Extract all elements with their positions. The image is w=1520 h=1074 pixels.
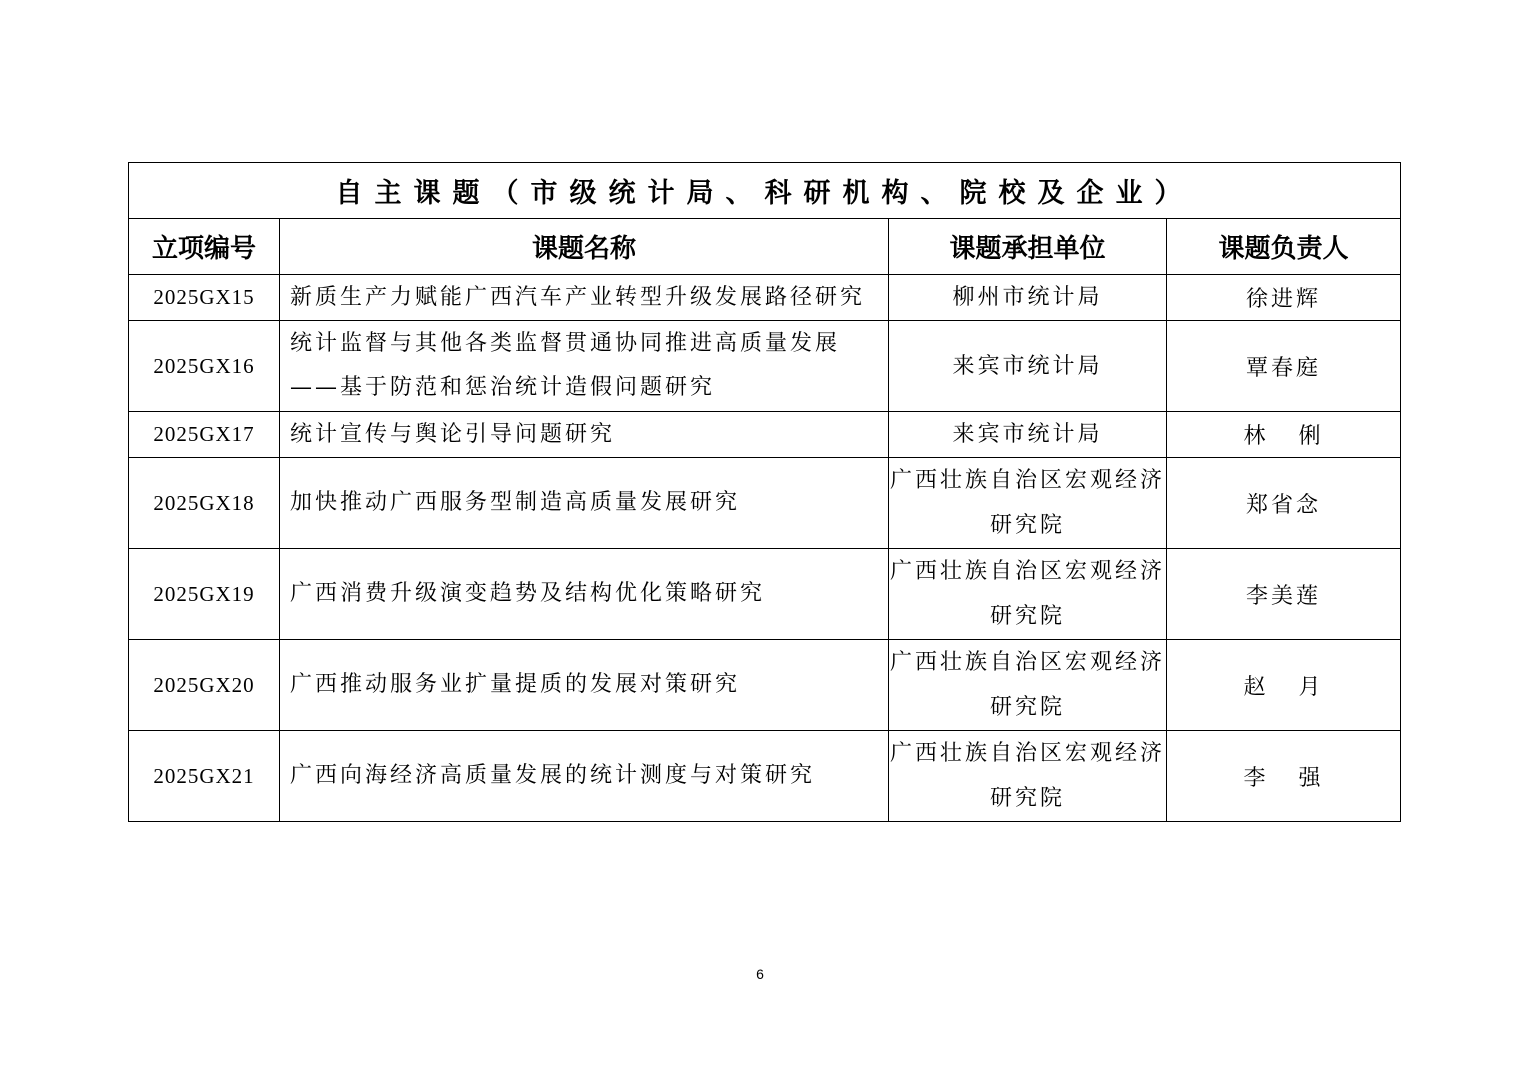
row-name: 广西推动服务业扩量提质的发展对策研究 [280,640,889,731]
table-row [129,731,1401,822]
topics-table [128,162,1401,822]
header-id: 立项编号 [129,219,280,275]
row-name: 统计监督与其他各类监督贯通协同推进高质量发展——基于防范和惩治统计造假问题研究 [280,321,889,412]
header-name: 课题名称 [280,219,889,275]
row-unit: 来宾市统计局 [889,412,1167,458]
table-row [129,275,1401,321]
row-name: 广西消费升级演变趋势及结构优化策略研究 [280,549,889,640]
table-row [129,640,1401,731]
row-unit: 广西壮族自治区宏观经济研究院 [889,549,1167,640]
table-row [129,412,1401,458]
row-lead: 李 强 [1167,731,1401,822]
row-lead: 郑省念 [1167,458,1401,549]
row-id: 2025GX21 [129,731,280,822]
row-unit: 广西壮族自治区宏观经济研究院 [889,640,1167,731]
row-id: 2025GX15 [129,275,280,321]
page-number: 6 [756,966,764,982]
row-id: 2025GX18 [129,458,280,549]
header-lead: 课题负责人 [1167,219,1401,275]
row-id: 2025GX19 [129,549,280,640]
row-unit: 广西壮族自治区宏观经济研究院 [889,731,1167,822]
row-unit: 广西壮族自治区宏观经济研究院 [889,458,1167,549]
table-row [129,549,1401,640]
table-row [129,458,1401,549]
section-title: 自主课题（市级统计局、科研机构、院校及企业） [129,163,1401,219]
row-name: 新质生产力赋能广西汽车产业转型升级发展路径研究 [280,275,889,321]
row-id: 2025GX16 [129,321,280,412]
table-header-row [129,219,1401,275]
row-name: 广西向海经济高质量发展的统计测度与对策研究 [280,731,889,822]
row-lead: 徐进辉 [1167,275,1401,321]
row-lead: 林 俐 [1167,412,1401,458]
table-row [129,321,1401,412]
row-name: 加快推动广西服务型制造高质量发展研究 [280,458,889,549]
header-unit: 课题承担单位 [889,219,1167,275]
row-lead: 赵 月 [1167,640,1401,731]
row-id: 2025GX20 [129,640,280,731]
row-lead: 李美莲 [1167,549,1401,640]
row-id: 2025GX17 [129,412,280,458]
row-unit: 来宾市统计局 [889,321,1167,412]
row-unit: 柳州市统计局 [889,275,1167,321]
row-lead: 覃春庭 [1167,321,1401,412]
row-name: 统计宣传与舆论引导问题研究 [280,412,889,458]
